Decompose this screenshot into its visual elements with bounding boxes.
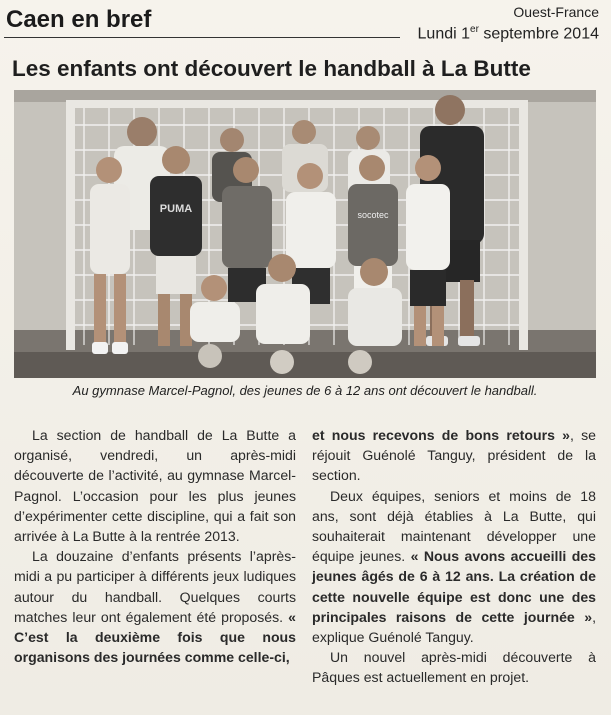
date-suffix: septembre 2014: [478, 25, 599, 43]
article-column-left: [14, 425, 296, 667]
article-column-right: [312, 425, 596, 688]
paragraph-5: Un nouvel après-midi découverte à Pâques est actuellement en projet.: [312, 649, 596, 686]
section-rule: [4, 37, 400, 38]
paragraph-3-text: , se réjouit Guénolé Tanguy, président de la section.: [312, 427, 596, 484]
newspaper-name: Ouest-France: [513, 4, 599, 20]
paragraph-4: [312, 486, 596, 648]
article-headline: Les enfants ont découvert le handball à La Butte: [12, 56, 531, 81]
paragraph-2: [14, 546, 296, 667]
paragraph-1: La section de handball de La Butte a organisé, vendredi, un après-midi découverte de l’activité, au gymnase Marcel-Pagnol. L’occasion pour les plus jeunes d’expérimenter cette discipline, qui a fait son arrivée à La Butte à la rentrée 2013.: [14, 427, 296, 545]
shirt-text-puma: PUMA: [159, 203, 193, 215]
team-photo: [14, 90, 596, 378]
paragraph-2-text: La douzaine d’enfants présents l’après-midi a pu participer à différents jeux ludiques autour du handball. Quelques courts matches leur ont également été proposés.: [14, 548, 296, 625]
paragraph-4-text: Deux équipes, seniors et moins de 18 ans, sont déjà établies à La Butte, qui souhaiterait maintenant développer une équipe jeunes.: [312, 487, 596, 565]
quote-part-3: « Nous avons accueilli des jeunes âgés de 6 à 12 ans. La création de cette nouvelle équipe est donc une des principales raisons de cette journée »: [312, 548, 596, 625]
paragraph-3: [312, 425, 596, 486]
publication-date: [418, 24, 599, 43]
photo-caption: Au gymnase Marcel-Pagnol, des jeunes de 6 à 12 ans ont découvert le handball.: [72, 383, 538, 398]
quote-part-1: « C’est la deuxième fois que nous organisons des journées comme celle-ci,: [14, 608, 296, 666]
paragraph-4-tail: , explique Guénolé Tanguy.: [312, 608, 596, 646]
quote-part-2: et nous recevons de bons retours »: [312, 427, 570, 443]
section-title: Caen en bref: [6, 6, 152, 33]
shirt-text-socotec: socotec: [357, 210, 389, 220]
date-prefix: Lundi 1: [417, 25, 471, 43]
date-superscript: er: [470, 24, 479, 35]
photo-illustration: [14, 90, 596, 378]
